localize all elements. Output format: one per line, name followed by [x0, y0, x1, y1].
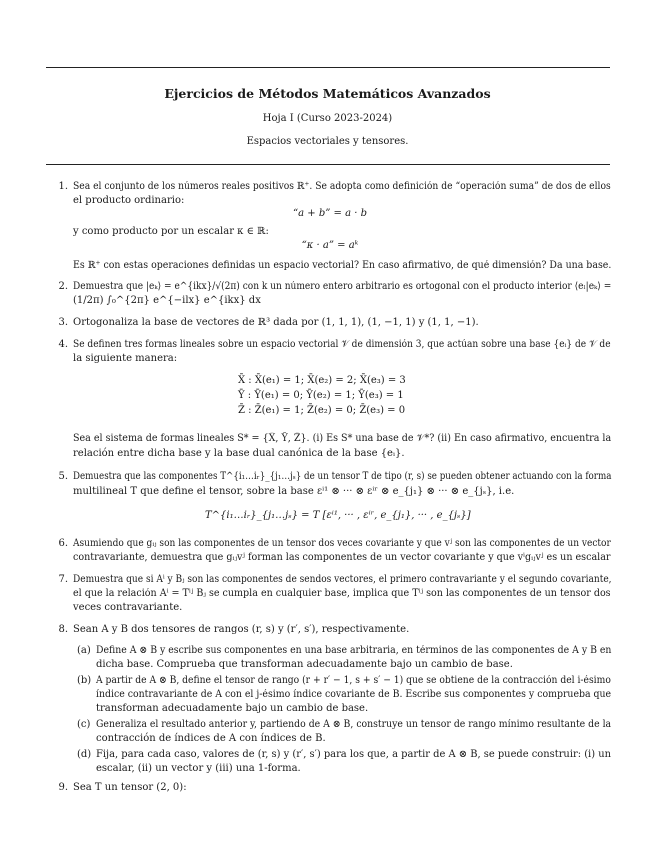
exercise-3-text: Ortogonaliza la base de vectores de ℝ³ dada por (1, 1, 1), (1, −1, 1) y (1, 1, −1). — [73, 317, 479, 328]
exercise-4-form-y: Ȳ : Ȳ(e₁) = 0; Ȳ(e₂) = 1; Ȳ(e₃) = 1 — [238, 390, 404, 401]
exercise-5-equation: T^{i₁…iᵣ}_{j₁…jₛ} = T [εⁱ¹, ··· , εⁱʳ, e_{j₁}, ··· , e_{jₛ}] — [205, 510, 471, 521]
top-rule — [46, 67, 610, 68]
exercise-4-text: Sea el sistema de formas lineales S* = {X̄, Ȳ, Z̄}. (i) Es S* una base de 𝒱*? (ii) En caso afirmativo, encuentra la — [73, 433, 612, 444]
exercise-4-text: la siguiente manera: — [73, 353, 178, 364]
exercise-8b-text: A partir de A ⊗ B, define el tensor de rango (r + r′ − 1, s + s′ − 1) que se obtiene de la contracción del i-ésimo — [96, 675, 611, 686]
exercise-3-number: 3. — [58, 317, 68, 328]
exercise-2-text: (1/2π) ∫₀^{2π} e^{−ilx} e^{ikx} dx — [73, 295, 261, 306]
exercise-8a-text: dicha base. Comprueba que transforman adecuadamente bajo un cambio de base. — [96, 659, 513, 670]
exercise-5-number: 5. — [58, 471, 68, 482]
exercise-6-text: contravariante, demuestra que gᵢⱼvʲ forman las componentes de un vector covariante y que vⁱgᵢⱼvʲ es un escalar — [73, 552, 611, 563]
topic-subtitle: Espacios vectoriales y tensores. — [246, 136, 409, 147]
exercise-8-number: 8. — [58, 624, 68, 635]
exercise-8c-label: (c) — [77, 719, 91, 730]
exercise-8c-text: contracción de índices de A con índices de B. — [96, 733, 326, 744]
exercise-9-text: Sea T un tensor (2, 0): — [73, 782, 187, 793]
exercise-8a-text: Define A ⊗ B y escribe sus componentes en una base arbitraria, en términos de las componentes de A y B en — [96, 645, 612, 656]
exercise-7-text: el que la relación Aⁱ = Tⁱʲ Bⱼ se cumpla en cualquier base, implica que Tⁱʲ son las componentes de un tensor dos — [73, 588, 611, 599]
exercise-8-text: Sean A y B dos tensores de rangos (r, s) y (r′, s′), respectivamente. — [73, 624, 410, 635]
exercise-4-form-x: X̄ : X̄(e₁) = 1; X̄(e₂) = 2; X̄(e₃) = 3 — [238, 375, 406, 386]
exercise-1-number: 1. — [58, 181, 68, 192]
header-bottom-rule — [46, 164, 610, 165]
exercise-6-number: 6. — [58, 538, 68, 549]
exercise-1-text: el producto ordinario: — [73, 195, 185, 206]
exercise-6-text: Asumiendo que gᵢⱼ son las componentes de un tensor dos veces covariante y que vʲ son las componentes de un vector — [73, 538, 611, 549]
exercise-8a-label: (a) — [77, 645, 91, 656]
exercise-4-form-z: Z̄ : Z̄(e₁) = 1; Z̄(e₂) = 0; Z̄(e₃) = 0 — [238, 405, 406, 416]
exercise-8b-label: (b) — [77, 675, 92, 686]
exercise-7-number: 7. — [58, 574, 68, 585]
sheet-subtitle: Hoja I (Curso 2023-2024) — [262, 113, 393, 124]
exercise-8c-text: Generaliza el resultado anterior y, partiendo de A ⊗ B, construye un tensor de rango mínimo resultante de la — [96, 719, 612, 730]
exercise-1-text: Es ℝ⁺ con estas operaciones definidas un espacio vectorial? En caso afirmativo, de qué dimensión? Da una base. — [73, 260, 612, 271]
exercise-4-text: relación entre dicha base y la base dual canónica de la base {eᵢ}. — [73, 448, 405, 459]
exercise-8d-label: (d) — [77, 749, 92, 760]
exercise-8b-text: índice contravariante de A con el j-ésimo índice covariante de B. Escribe sus componentes y comprueba que — [96, 689, 612, 700]
exercise-1-equation: “κ · a” = aᵏ — [301, 240, 359, 251]
exercise-4-number: 4. — [58, 339, 68, 350]
page-title: Ejercicios de Métodos Matemáticos Avanzados — [164, 86, 491, 101]
exercise-2-text: Demuestra que |eₖ⟩ = e^{ikx}/√(2π) con k un número entero arbitrario es ortogonal con el producto interior ⟨eₗ|eₖ⟩ = — [73, 281, 612, 292]
exercise-8d-text: escalar, (ii) un vector y (iii) una 1-forma. — [96, 763, 301, 774]
exercise-5-text: multilineal T que define el tensor, sobre la base εⁱ¹ ⊗ ··· ⊗ εⁱʳ ⊗ e_{j₁} ⊗ ··· ⊗ e_{jₛ}, i.e. — [73, 486, 515, 497]
exercise-2-number: 2. — [58, 281, 68, 292]
exercise-9-number: 9. — [58, 782, 68, 793]
exercise-8b-text: transforman adecuadamente bajo un cambio de base. — [96, 703, 369, 714]
exercise-1-text: Sea el conjunto de los números reales positivos ℝ⁺. Se adopta como definición de “operación suma” de dos de ellos — [73, 181, 611, 192]
exercise-1-equation: “a + b” = a · b — [293, 208, 367, 219]
exercise-7-text: veces contravariante. — [73, 602, 183, 613]
exercise-4-text: Se definen tres formas lineales sobre un espacio vectorial 𝒱 de dimensión 3, que actúan sobre una base {eᵢ} de 𝒱 de — [73, 339, 611, 350]
exercise-1-text: y como producto por un escalar κ ∈ ℝ: — [73, 226, 269, 237]
exercise-8d-text: Fija, para cada caso, valores de (r, s) y (r′, s′) para los que, a partir de A ⊗ B, se puede construir: (i) un — [96, 749, 611, 760]
exercise-5-text: Demuestra que las componentes T^{i₁…iᵣ}_{j₁…jₛ} de un tensor T de tipo (r, s) se pueden obtener actuando con la forma — [73, 471, 612, 482]
exercise-7-text: Demuestra que si Aⁱ y Bⱼ son las componentes de sendos vectores, el primero contravariante y el segundo covariante, — [73, 574, 612, 585]
